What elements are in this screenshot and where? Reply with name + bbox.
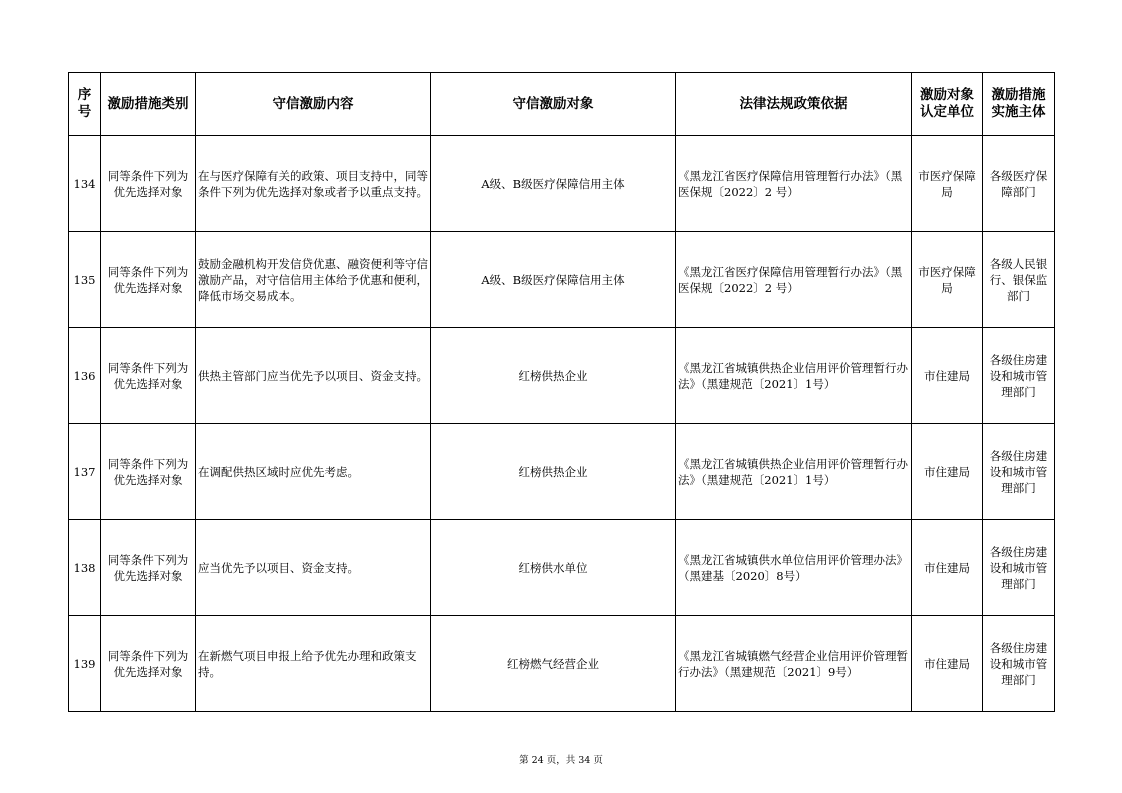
- row-impl: 各级住房建设和城市管理部门: [983, 616, 1055, 712]
- row-basis: 《黑龙江省城镇燃气经营企业信用评价管理暂行办法》（黑建规范〔2021〕9号）: [676, 616, 912, 712]
- header-impl: [983, 73, 1055, 136]
- header-seq-line2: 号: [77, 104, 92, 120]
- row-number: 137: [69, 424, 101, 520]
- row-target: A级、B级医疗保障信用主体: [431, 232, 676, 328]
- table-row: [69, 520, 1055, 616]
- row-impl: 各级人民银行、银保监部门: [983, 232, 1055, 328]
- row-category: 同等条件下列为优先选择对象: [101, 136, 196, 232]
- row-category: 同等条件下列为优先选择对象: [101, 424, 196, 520]
- row-content: 在新燃气项目申报上给予优先办理和政策支持。: [196, 616, 431, 712]
- row-target: 红榜供热企业: [431, 328, 676, 424]
- header-seq-line1: 序: [77, 87, 92, 103]
- row-impl: 各级住房建设和城市管理部门: [983, 520, 1055, 616]
- row-target: 红榜燃气经营企业: [431, 616, 676, 712]
- row-basis: 《黑龙江省医疗保障信用管理暂行办法》（黑医保规〔2022〕2 号）: [676, 232, 912, 328]
- row-content: 在调配供热区域时应优先考虑。: [196, 424, 431, 520]
- row-unit: 市医疗保障局: [912, 232, 983, 328]
- policy-table: [68, 72, 1055, 712]
- row-target: 红榜供水单位: [431, 520, 676, 616]
- header-target: 守信激励对象: [431, 73, 676, 136]
- header-impl-line2: 实施主体: [991, 104, 1046, 120]
- row-number: 135: [69, 232, 101, 328]
- row-impl: 各级住房建设和城市管理部门: [983, 328, 1055, 424]
- row-basis: 《黑龙江省城镇供热企业信用评价管理暂行办法》（黑建规范〔2021〕1号）: [676, 328, 912, 424]
- row-content: 应当优先予以项目、资金支持。: [196, 520, 431, 616]
- row-content: 在与医疗保障有关的政策、项目支持中，同等条件下列为优先选择对象或者予以重点支持。: [196, 136, 431, 232]
- table-row: [69, 616, 1055, 712]
- page-number-footer: 第 24 页，共 34 页: [519, 755, 603, 766]
- row-impl: 各级医疗保障部门: [983, 136, 1055, 232]
- row-basis: 《黑龙江省医疗保障信用管理暂行办法》（黑医保规〔2022〕2 号）: [676, 136, 912, 232]
- row-category: 同等条件下列为优先选择对象: [101, 232, 196, 328]
- row-target: A级、B级医疗保障信用主体: [431, 136, 676, 232]
- table-row: [69, 232, 1055, 328]
- row-unit: 市医疗保障局: [912, 136, 983, 232]
- row-content: 鼓励金融机构开发信贷优惠、融资便利等守信激励产品，对守信信用主体给予优惠和便利，降低市场交易成本。: [196, 232, 431, 328]
- row-unit: 市住建局: [912, 328, 983, 424]
- row-number: 134: [69, 136, 101, 232]
- row-category: 同等条件下列为优先选择对象: [101, 520, 196, 616]
- header-category: 激励措施类别: [101, 73, 196, 136]
- row-category: 同等条件下列为优先选择对象: [101, 616, 196, 712]
- row-category: 同等条件下列为优先选择对象: [101, 328, 196, 424]
- table-row: [69, 136, 1055, 232]
- row-number: 139: [69, 616, 101, 712]
- header-impl-line1: 激励措施: [991, 87, 1046, 103]
- row-impl: 各级住房建设和城市管理部门: [983, 424, 1055, 520]
- table-row: [69, 424, 1055, 520]
- row-number: 136: [69, 328, 101, 424]
- header-content: 守信激励内容: [196, 73, 431, 136]
- header-unit-line2: 认定单位: [920, 104, 974, 120]
- header-unit-line1: 激励对象: [920, 87, 974, 103]
- row-basis: 《黑龙江省城镇供热企业信用评价管理暂行办法》（黑建规范〔2021〕1号）: [676, 424, 912, 520]
- row-unit: 市住建局: [912, 424, 983, 520]
- header-row: [69, 73, 1055, 136]
- row-number: 138: [69, 520, 101, 616]
- row-unit: 市住建局: [912, 616, 983, 712]
- row-basis: 《黑龙江省城镇供水单位信用评价管理办法》（黑建基〔2020〕8号）: [676, 520, 912, 616]
- table-row: [69, 328, 1055, 424]
- header-seq: [69, 73, 101, 136]
- header-basis: 法律法规政策依据: [676, 73, 912, 136]
- row-content: 供热主管部门应当优先予以项目、资金支持。: [196, 328, 431, 424]
- row-unit: 市住建局: [912, 520, 983, 616]
- row-target: 红榜供热企业: [431, 424, 676, 520]
- header-unit: [912, 73, 983, 136]
